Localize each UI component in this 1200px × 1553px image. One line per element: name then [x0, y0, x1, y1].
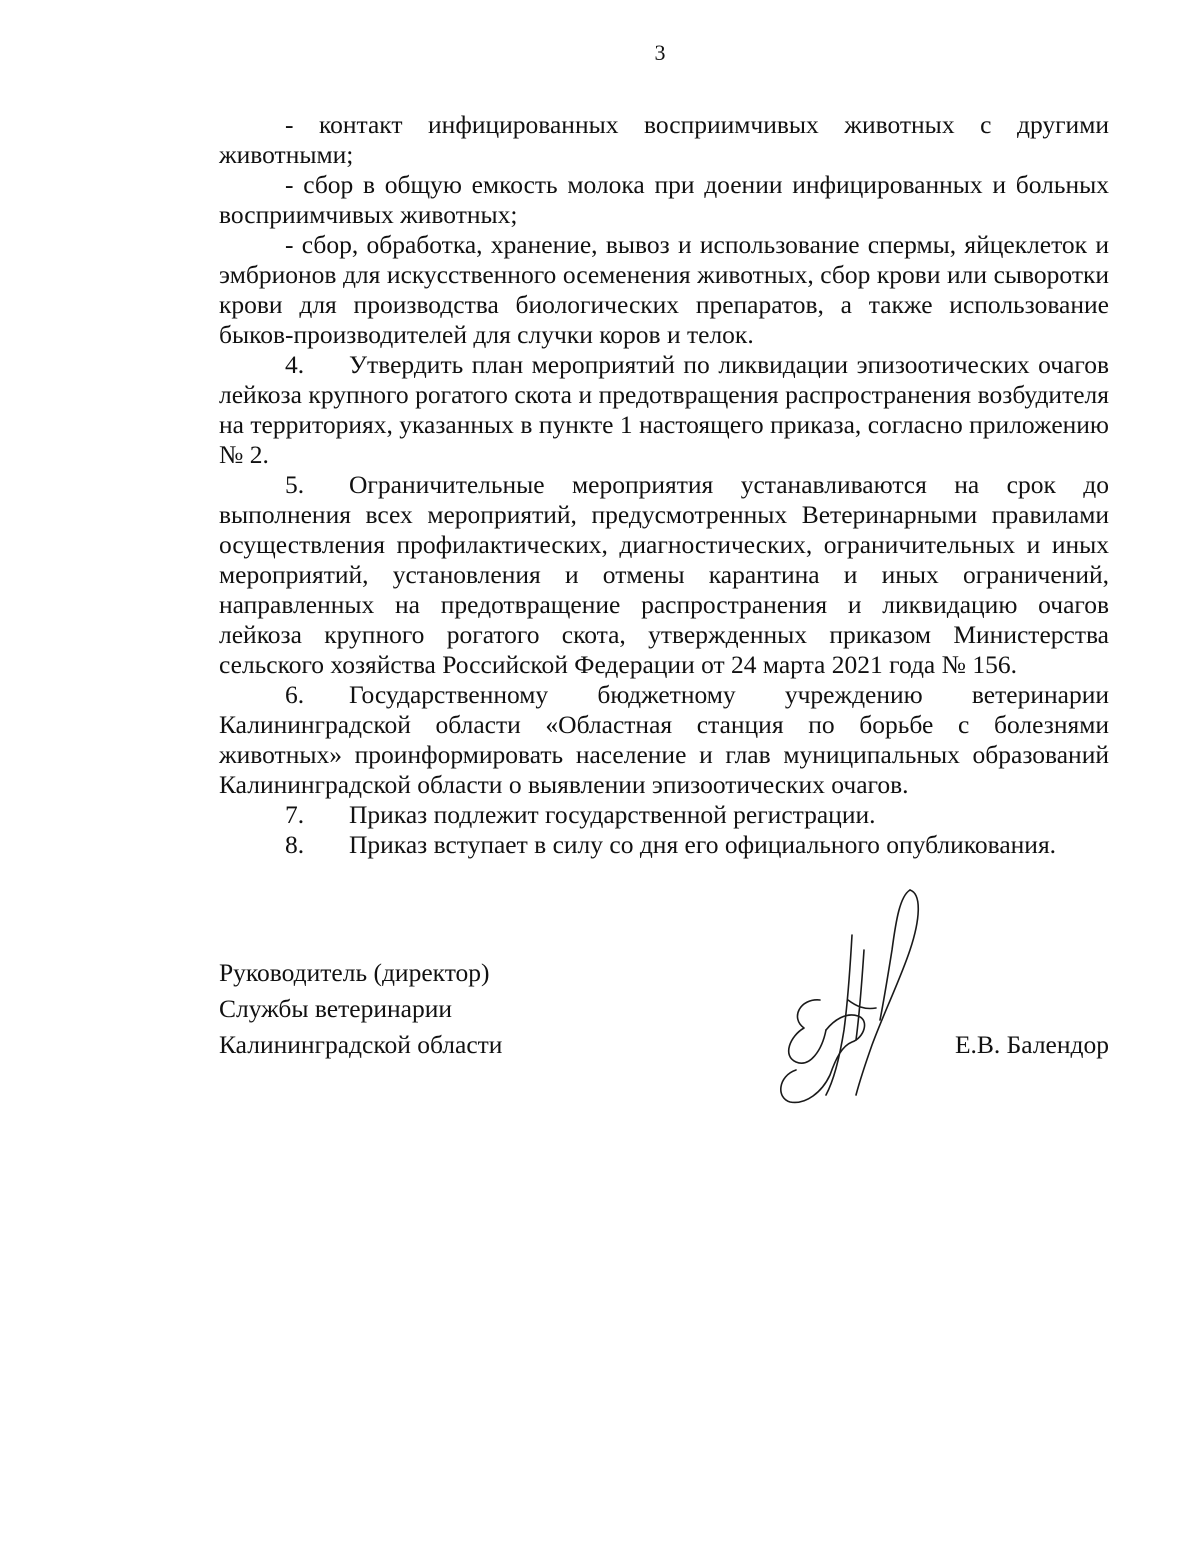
signature-stroke — [789, 1000, 826, 1063]
signature-stroke — [856, 950, 864, 1040]
position-line: Калининградской области — [219, 1030, 503, 1059]
paragraph-text: Ограничительные мероприятия устанавливаются на срок до выполнения всех мероприятий, предусмотренных Ветеринарными правилами осуществления профилактических, диагностических, ограничительных и иных мероприятий, установления и отмены карантина и иных ограничений, направленных на предотвращение распространения и ликвидацию очагов лейкоза крупного рогатого скота, утвержденных приказом Министерства сельского хозяйства Российской Федерации от 24 марта 2021 года № 156. — [219, 470, 1109, 679]
paragraph-restriction-semen — [219, 230, 1109, 350]
paragraph-text: - сбор в общую емкость молока при доении инфицированных и больных восприимчивых животных; — [219, 170, 1109, 229]
signature-stroke — [856, 890, 918, 1095]
handwritten-signature — [760, 880, 930, 1110]
signer-name: Е.В. Балендор — [954, 1030, 1109, 1059]
paragraph-item-8 — [219, 830, 1109, 860]
paragraph-text: Приказ вступает в силу со дня его официального опубликования. — [349, 830, 1057, 859]
paragraph-restriction-milk — [219, 170, 1109, 230]
signature-stroke — [781, 1015, 865, 1102]
paragraph-item-5 — [219, 470, 1109, 680]
signature-stroke — [880, 890, 910, 1020]
item-number: 4. — [285, 350, 305, 379]
paragraph-restriction-contact — [219, 110, 1109, 170]
item-number: 7. — [285, 800, 305, 829]
item-number: 5. — [285, 470, 305, 499]
item-number: 8. — [285, 830, 305, 859]
order-body — [219, 110, 1109, 860]
paragraph-text: - сбор, обработка, хранение, вывоз и использование спермы, яйцеклеток и эмбрионов для искусственного осеменения животных, сбор крови или сыворотки крови для производства биологических препаратов, а также использование быков-производителей для случки коров и телок. — [219, 230, 1109, 349]
item-number: 6. — [285, 680, 305, 709]
signatory-position — [219, 955, 502, 1063]
position-line: Службы ветеринарии — [219, 994, 452, 1023]
paragraph-item-7 — [219, 800, 1109, 830]
signature-stroke — [848, 1000, 876, 1009]
paragraph-text: Утвердить план мероприятий по ликвидации эпизоотических очагов лейкоза крупного рогатого скота и предотвращения распространения возбудителя на территориях, указанных в пункте 1 настоящего приказа, согласно приложению № 2. — [219, 350, 1109, 469]
paragraph-text: Государственному бюджетному учреждению ветеринарии Калининградской области «Областная станция по борьбе с болезнями животных» проинформировать население и глав муниципальных образований Калининградской области о выявлении эпизоотических очагов. — [219, 680, 1109, 799]
paragraph-text: - контакт инфицированных восприимчивых животных с другими животными; — [219, 110, 1109, 169]
page-number: 3 — [654, 40, 666, 65]
position-line: Руководитель (директор) — [219, 958, 490, 987]
paragraph-item-6 — [219, 680, 1109, 800]
paragraph-text: Приказ подлежит государственной регистрации. — [349, 800, 876, 829]
paragraph-item-4 — [219, 350, 1109, 470]
